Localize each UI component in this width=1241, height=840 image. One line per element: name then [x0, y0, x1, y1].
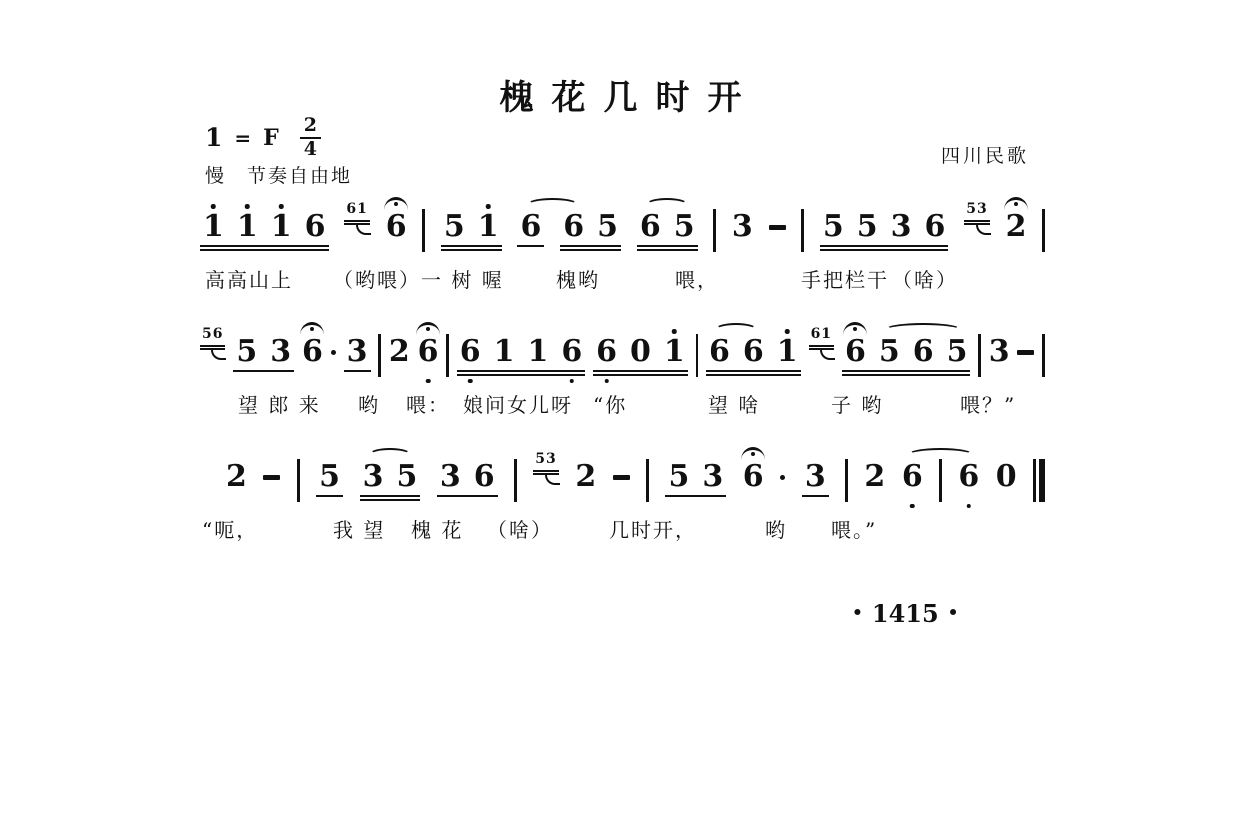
- grace-note: 61: [809, 326, 834, 347]
- note-digit: 3: [270, 334, 292, 369]
- duration-dash: [263, 475, 280, 480]
- note-digit: 1: [236, 209, 258, 244]
- jianpu-note: [418, 323, 439, 367]
- jianpu-note: [226, 448, 247, 492]
- note-digit: 6: [924, 209, 946, 244]
- note-digit: 1: [493, 334, 515, 369]
- slur: [527, 198, 578, 211]
- jianpu-note: [203, 198, 224, 242]
- note-digit: 1: [776, 334, 798, 369]
- slur: [908, 448, 973, 461]
- octave-dot-above: [785, 329, 790, 334]
- jianpu-note: [596, 323, 617, 367]
- jianpu-note: [444, 198, 465, 242]
- grace-note: 56: [200, 326, 225, 347]
- lyric-segment: 槐 花: [411, 518, 464, 542]
- page-number-value: 1415: [871, 599, 939, 628]
- tempo-marking: 慢 节奏自由地: [205, 165, 353, 187]
- jianpu-note: [478, 198, 499, 242]
- augmentation-dot: [331, 350, 336, 355]
- notation-line-2: [200, 323, 1045, 385]
- jianpu-note: [732, 198, 753, 242]
- slur: [885, 323, 961, 336]
- note-digit: 5: [236, 334, 258, 369]
- lyric-segment: 喂，: [675, 268, 719, 292]
- jianpu-note: [386, 198, 407, 242]
- note-digit: 6: [459, 334, 481, 369]
- note-digit: 2: [575, 459, 597, 494]
- lyric-segment: 喂：: [406, 393, 450, 417]
- note-digit: 6: [596, 334, 618, 369]
- slur: [369, 448, 411, 461]
- fermata-icon: [300, 322, 324, 335]
- jianpu-note: [702, 448, 723, 492]
- lyric-segment: 娘问女儿呀: [463, 393, 573, 417]
- jianpu-note: [664, 323, 685, 367]
- note-digit: 3: [890, 209, 912, 244]
- fermata-icon: [384, 197, 408, 210]
- octave-dot-above: [486, 204, 491, 209]
- lyric-segment: 槐哟: [556, 268, 600, 292]
- jianpu-note: [270, 323, 291, 367]
- page-number-right-dot: •: [947, 603, 959, 623]
- note-digit: 6: [639, 209, 661, 244]
- time-signature: [300, 116, 321, 160]
- duration-dash: [1017, 350, 1034, 355]
- grace-note: 53: [533, 451, 558, 472]
- barline: [646, 459, 649, 502]
- fermata-icon: [741, 447, 765, 460]
- jianpu-note: [389, 323, 410, 367]
- note-digit: 3: [988, 334, 1010, 369]
- key-signature: [205, 116, 321, 160]
- jianpu-note: [743, 448, 764, 492]
- lyric-segment: 几时开，: [609, 518, 697, 542]
- octave-dot-below: [604, 379, 609, 384]
- song-title: 槐花几时开: [499, 78, 760, 118]
- jianpu-note: [440, 448, 461, 492]
- note-digit: 5: [597, 209, 618, 244]
- jianpu-note: [989, 323, 1010, 367]
- jianpu-note: [347, 323, 368, 367]
- note-digit: 5: [319, 459, 340, 494]
- source-label: 四川民歌: [941, 145, 1030, 167]
- grace-note: 53: [964, 201, 989, 222]
- jianpu-note: [474, 448, 495, 492]
- lyric-segment: 喂。”: [831, 518, 878, 542]
- jianpu-note: [630, 323, 651, 367]
- jianpu-note: [891, 198, 912, 242]
- beam-group: [200, 198, 329, 247]
- octave-dot-below: [426, 379, 431, 384]
- page-number: [852, 599, 959, 628]
- fermata-icon: [416, 322, 440, 335]
- note-digit: 1: [663, 334, 685, 369]
- lyric-segment: 望 郎 来: [238, 393, 321, 417]
- note-digit: 2: [864, 459, 886, 494]
- jianpu-note: [777, 323, 798, 367]
- note-digit: 5: [878, 334, 900, 369]
- note-digit: 6: [844, 334, 866, 369]
- note-digit: 3: [702, 459, 724, 494]
- final-barline: [1033, 459, 1045, 502]
- lyric-segment: 哟: [358, 393, 380, 417]
- lyric-segment: 望 啥: [708, 393, 761, 417]
- beam-group: [665, 448, 726, 497]
- lyric-segment: 喂？”: [960, 393, 1017, 417]
- music-system-3: [200, 448, 1050, 544]
- barline: [378, 334, 381, 377]
- note-digit: 3: [346, 334, 368, 369]
- octave-dot-below: [967, 504, 972, 509]
- octave-dot-above: [672, 329, 677, 334]
- note-digit: 6: [385, 209, 407, 244]
- note-digit: 5: [673, 209, 695, 244]
- barline: [1042, 209, 1045, 252]
- jianpu-note: [996, 448, 1017, 492]
- jianpu-note: [271, 198, 292, 242]
- lyric-segment: 高高山上: [205, 268, 293, 292]
- note-digit: 6: [302, 334, 323, 369]
- octave-dot-below: [570, 379, 575, 384]
- page-number-left-dot: •: [852, 603, 863, 623]
- lyrics-line-3: [200, 514, 1045, 544]
- note-digit: 3: [362, 459, 384, 494]
- octave-dot-above: [211, 204, 216, 209]
- lyric-segment: 哟: [765, 518, 787, 542]
- jianpu-note: [823, 198, 844, 242]
- notation-line-1: [200, 198, 1045, 260]
- octave-dot-above: [279, 204, 284, 209]
- barline: [446, 334, 449, 377]
- note-digit: 5: [822, 209, 844, 244]
- jianpu-note: [805, 448, 826, 492]
- note-digit: 1: [527, 334, 549, 369]
- music-system-2: [200, 323, 1050, 419]
- fermata-icon: [843, 322, 867, 335]
- duration-dash: [769, 225, 786, 230]
- fermata-icon: [1004, 197, 1028, 210]
- note-digit: 2: [1005, 209, 1027, 244]
- note-digit: 1: [270, 209, 292, 244]
- note-digit: 6: [742, 459, 764, 494]
- barline: [297, 459, 300, 502]
- note-digit: 6: [520, 209, 542, 244]
- jianpu-note: [597, 198, 618, 242]
- grace-note: 61: [344, 201, 369, 222]
- beam-group: [593, 323, 688, 372]
- jianpu-note: [319, 448, 340, 492]
- note-digit: 6: [958, 459, 980, 494]
- barline: [801, 209, 804, 252]
- jianpu-note: [302, 323, 323, 367]
- final-barline-thick: [1039, 459, 1045, 502]
- slur: [646, 198, 688, 211]
- note-digit: 2: [226, 459, 247, 494]
- lyrics-line-1: [200, 264, 1045, 294]
- beam-group: [457, 323, 586, 372]
- note-digit: 6: [304, 209, 326, 244]
- barline: [422, 209, 425, 252]
- note-digit: 6: [742, 334, 764, 369]
- key-equals: =: [234, 125, 252, 150]
- jianpu-note: [1006, 198, 1027, 242]
- jianpu-note: [857, 198, 878, 242]
- octave-dot-below: [910, 504, 915, 509]
- lyric-segment: 子 哟: [831, 393, 884, 417]
- lyric-segment: （哟喂）一 树 喔: [333, 268, 504, 292]
- music-system-1: [200, 198, 1050, 294]
- note-digit: 5: [856, 209, 878, 244]
- jianpu-note: [528, 323, 549, 367]
- octave-dot-above: [245, 204, 250, 209]
- time-signature-numerator: 2: [300, 116, 321, 139]
- jianpu-note: [668, 448, 689, 492]
- jianpu-note: [845, 323, 866, 367]
- augmentation-dot: [780, 475, 785, 480]
- note-digit: 3: [731, 209, 753, 244]
- key-letter: F: [263, 124, 280, 151]
- duration-dash: [613, 475, 630, 480]
- note-digit: 6: [912, 334, 934, 369]
- jianpu-note: [305, 198, 326, 242]
- jianpu-note: [575, 448, 596, 492]
- beam-group: [316, 448, 343, 497]
- note-digit: 6: [901, 459, 923, 494]
- barline: [939, 459, 942, 502]
- note-digit: 6: [473, 459, 495, 494]
- beam-group: [820, 198, 949, 247]
- lyric-segment: （啥）: [487, 518, 553, 542]
- barline: [696, 334, 699, 377]
- lyric-segment: 手把栏干: [801, 268, 889, 292]
- lyric-segment: “呃，: [202, 518, 259, 542]
- jianpu-note: [561, 323, 582, 367]
- final-barline-thin: [1033, 459, 1036, 502]
- note-digit: 3: [804, 459, 826, 494]
- note-digit: 0: [995, 459, 1017, 494]
- jianpu-note: [924, 198, 945, 242]
- jianpu-note: [494, 323, 515, 367]
- note-digit: 6: [561, 334, 583, 369]
- beam-group: [344, 323, 371, 372]
- notation-line-3: [200, 448, 1045, 510]
- octave-dot-below: [468, 379, 473, 384]
- key-tonic: 1: [205, 123, 223, 153]
- jianpu-note: [864, 448, 885, 492]
- note-digit: 1: [203, 209, 224, 244]
- barline: [514, 459, 517, 502]
- beam-group: [233, 323, 294, 372]
- note-digit: 5: [396, 459, 418, 494]
- note-digit: 5: [668, 459, 690, 494]
- note-digit: 3: [439, 459, 461, 494]
- note-digit: 5: [946, 334, 968, 369]
- beam-group: [441, 198, 502, 247]
- note-digit: 6: [709, 334, 730, 369]
- note-digit: 5: [443, 209, 465, 244]
- note-digit: 0: [630, 334, 651, 369]
- beam-group: [802, 448, 829, 497]
- jianpu-note: [236, 323, 257, 367]
- beam-group: [437, 448, 498, 497]
- barline: [845, 459, 848, 502]
- lyric-segment: 我 望: [333, 518, 386, 542]
- lyrics-line-2: [200, 389, 1045, 419]
- time-signature-denominator: 4: [303, 137, 318, 160]
- lyric-segment: （啥）: [892, 268, 958, 292]
- barline: [713, 209, 716, 252]
- note-digit: 6: [417, 334, 439, 369]
- barline: [1042, 334, 1045, 377]
- barline: [978, 334, 981, 377]
- note-digit: 2: [388, 334, 410, 369]
- note-digit: 6: [563, 209, 585, 244]
- lyric-segment: “你: [593, 393, 628, 417]
- jianpu-note: [460, 323, 481, 367]
- jianpu-note: [237, 198, 258, 242]
- note-digit: 1: [477, 209, 499, 244]
